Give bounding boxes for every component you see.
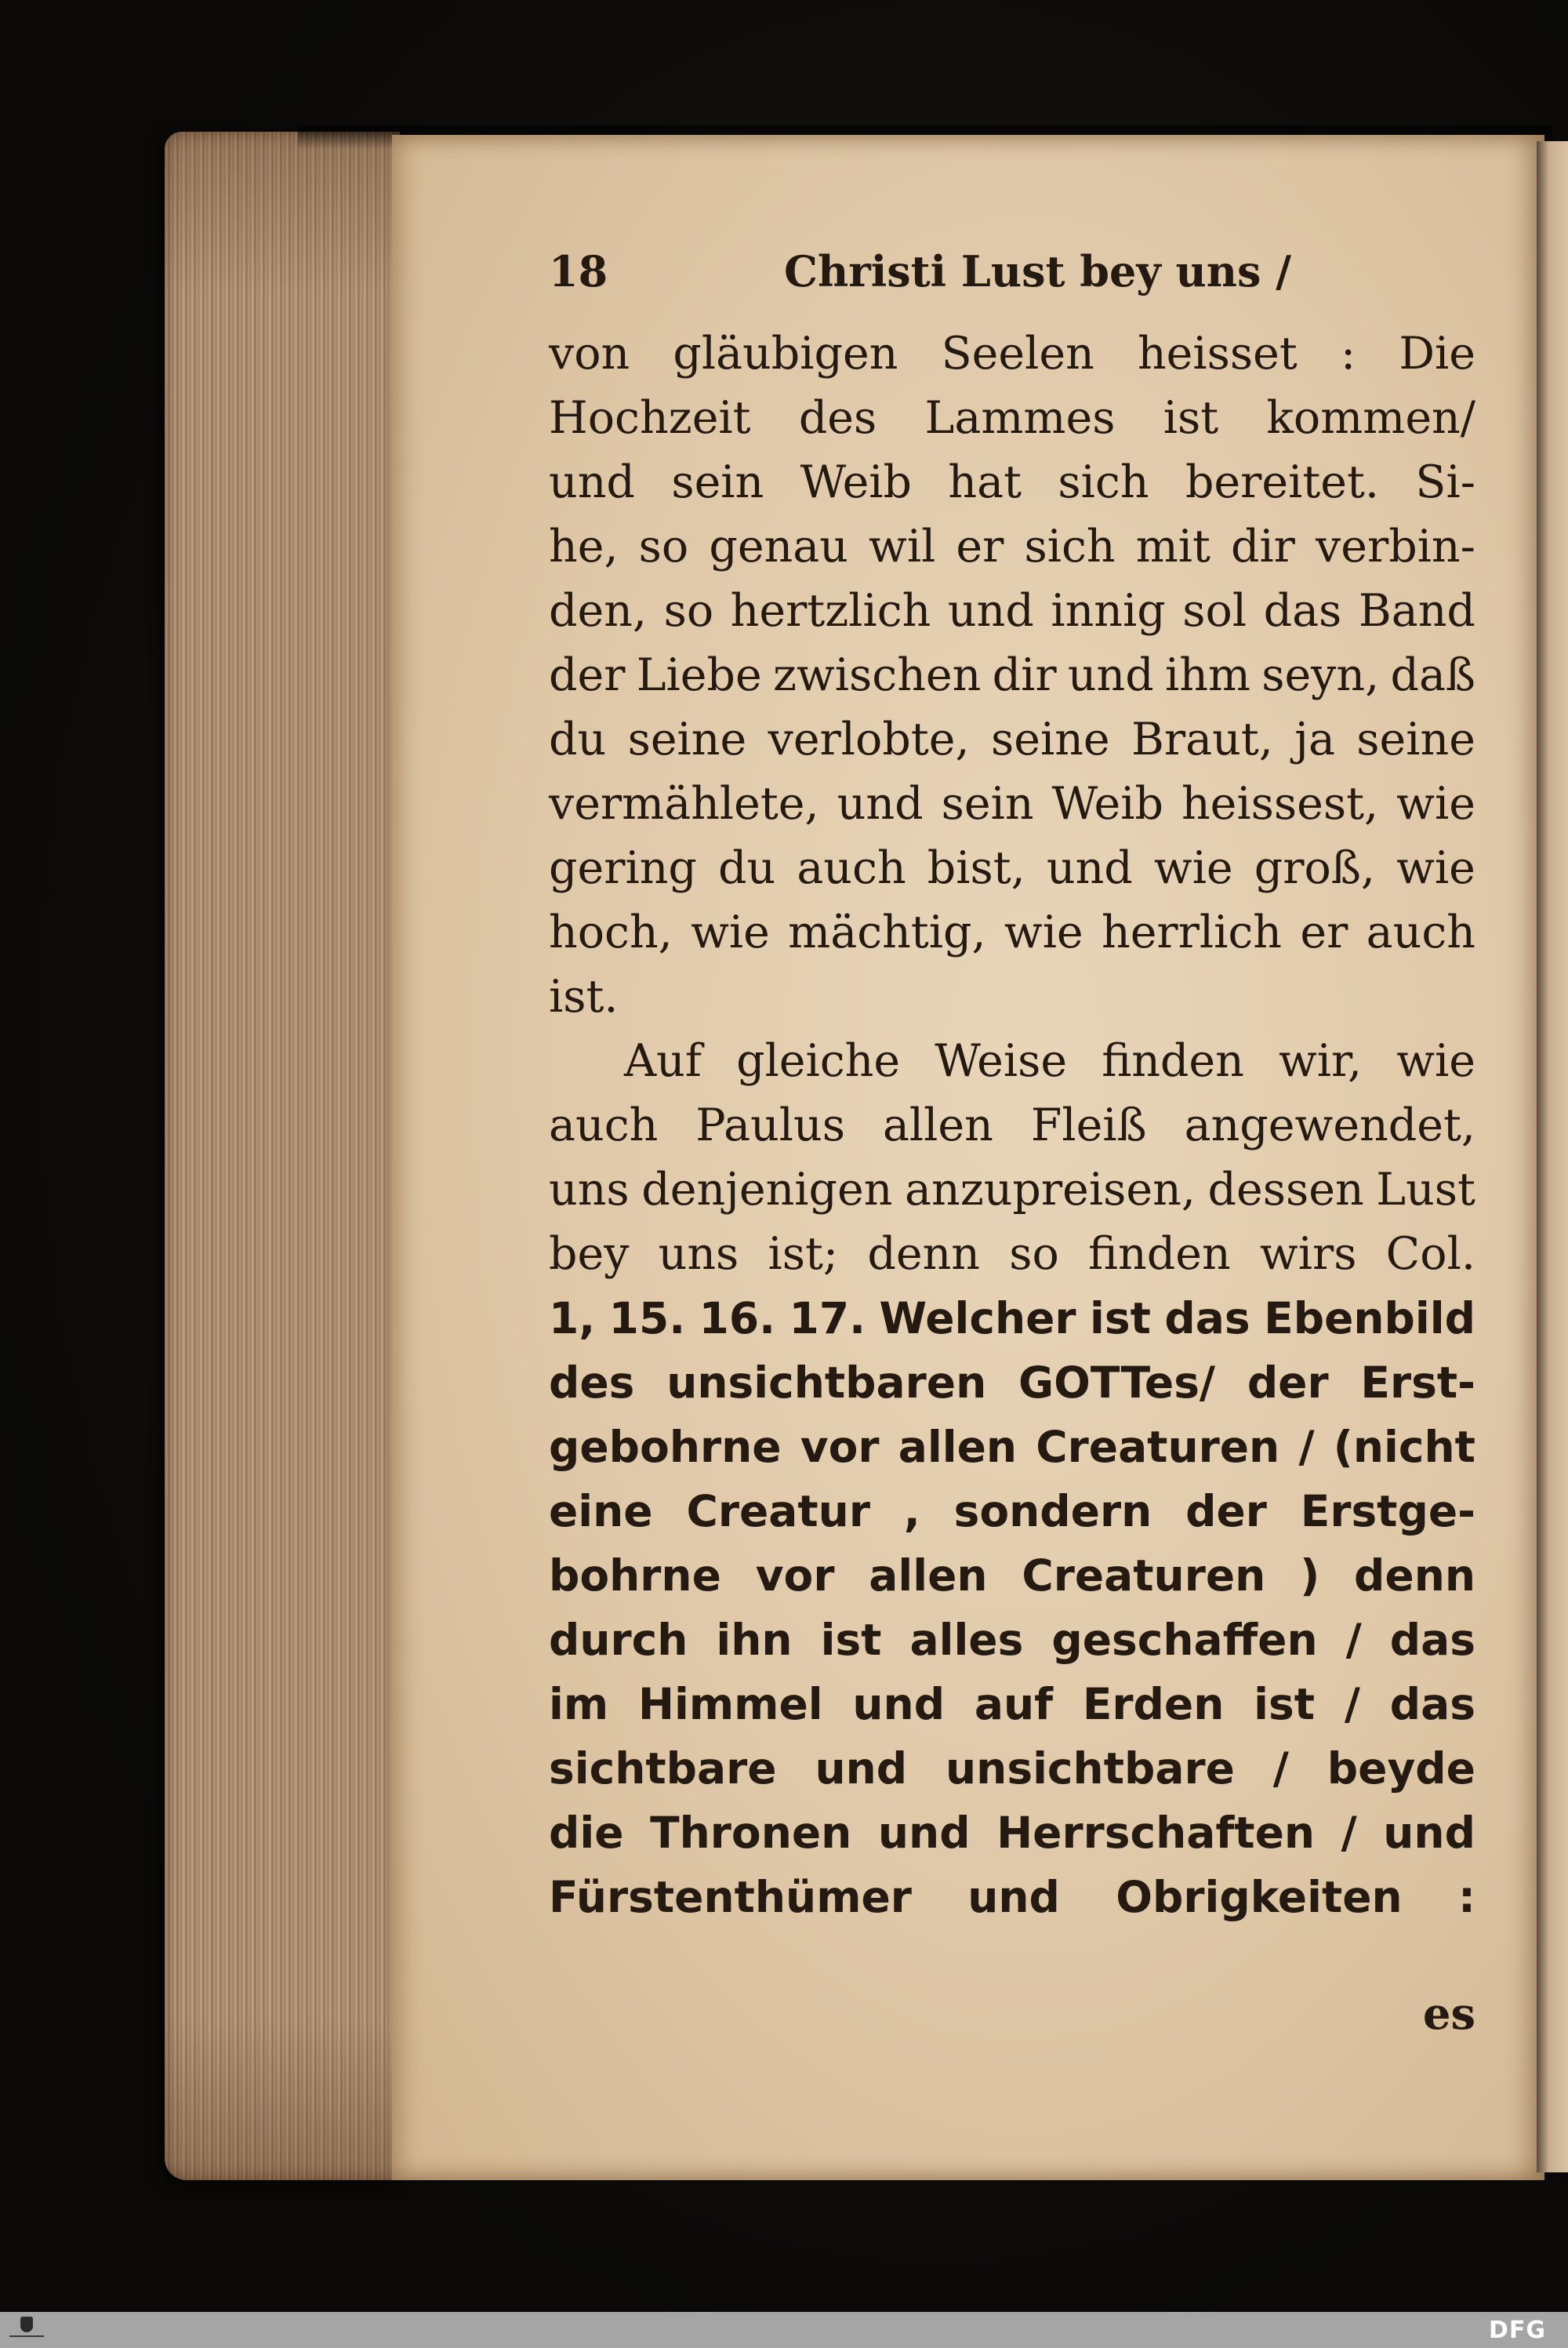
text-word: das: [1164, 1293, 1250, 1343]
text-word: angewendet,: [1184, 1099, 1475, 1151]
text-word: herrlich: [1101, 907, 1283, 958]
text-word: gebohrne: [549, 1422, 782, 1472]
text-word: sol: [1182, 585, 1247, 637]
text-line: [549, 900, 1475, 965]
text-word: und: [815, 1743, 908, 1794]
text-word: sein: [941, 778, 1034, 830]
text-word: eine: [549, 1486, 653, 1536]
text-word: 16.: [699, 1293, 776, 1343]
text-word: GOTTes/: [1018, 1358, 1216, 1408]
text-line: [549, 1029, 1475, 1093]
text-word: er: [1300, 907, 1348, 958]
text-word: (nicht: [1333, 1422, 1475, 1472]
text-word: beyde: [1327, 1743, 1475, 1794]
text-word: Lammes: [924, 392, 1116, 444]
text-word: genau: [709, 521, 848, 572]
text-word: :: [1458, 1872, 1475, 1922]
text-word: allen: [882, 1099, 993, 1151]
text-word: des: [798, 392, 877, 444]
text-word: verlobte,: [768, 714, 970, 765]
text-word: den,: [549, 585, 648, 637]
text-word: Erst-: [1360, 1358, 1475, 1408]
text-word: zwischen: [772, 649, 982, 701]
text-word: Lust: [1376, 1164, 1475, 1216]
text-word: Herrschaften: [996, 1808, 1316, 1858]
text-word: des: [549, 1358, 635, 1408]
text-word: he,: [549, 521, 619, 572]
text-word: Braut,: [1131, 714, 1273, 765]
text-word: Weib: [1051, 778, 1163, 830]
text-word: Col.: [1385, 1228, 1475, 1280]
text-word: alles: [909, 1615, 1024, 1665]
text-word: und: [967, 1872, 1060, 1922]
text-line: [549, 643, 1475, 707]
text-word: geschaffen: [1051, 1615, 1318, 1665]
text-word: und: [1383, 1808, 1475, 1858]
text-line: [549, 707, 1475, 772]
text-word: heissest,: [1181, 778, 1379, 830]
text-word: Obrigkeiten: [1116, 1872, 1403, 1922]
text-word: Weise: [935, 1035, 1068, 1087]
text-word: Creaturen: [1036, 1422, 1280, 1472]
text-word: die: [549, 1808, 624, 1858]
dfg-logo: DFG: [1488, 2317, 1546, 2344]
text-line: [549, 386, 1475, 450]
text-word: 1,: [549, 1293, 596, 1343]
text-word: groß,: [1254, 842, 1376, 894]
text-line: [549, 1608, 1475, 1672]
text-word: und: [1046, 842, 1133, 894]
text-word: das: [1389, 1615, 1475, 1665]
text-word: ist;: [768, 1228, 839, 1280]
text-word: wie: [1004, 907, 1083, 958]
text-word: unsichtbaren: [666, 1358, 987, 1408]
text-word: denn: [1354, 1550, 1475, 1601]
text-word: sich: [1058, 456, 1149, 508]
text-line: [549, 772, 1475, 836]
text-word: bey: [549, 1228, 630, 1280]
library-crest-icon: [9, 2315, 44, 2345]
text-word: finden: [1102, 1035, 1244, 1087]
text-line: [549, 322, 1475, 386]
text-line: [549, 514, 1475, 579]
text-word: im: [549, 1679, 609, 1729]
text-word: durch: [549, 1615, 688, 1665]
book-fore-edge: [165, 132, 400, 2180]
text-line: [549, 1801, 1475, 1865]
text-word: Erden: [1082, 1679, 1225, 1729]
text-word: Ebenbild: [1264, 1293, 1475, 1343]
text-word: gläubigen: [673, 328, 898, 380]
text-word: finden: [1088, 1228, 1231, 1280]
text-word: von: [549, 328, 630, 380]
text-word: :: [1340, 328, 1356, 380]
text-line: [549, 1479, 1475, 1543]
text-word: uns: [549, 1164, 630, 1216]
text-word: ): [1300, 1550, 1320, 1601]
text-word: Paulus: [695, 1099, 845, 1151]
facing-page-edge: [1537, 141, 1568, 2172]
text-word: sondern: [953, 1486, 1152, 1536]
text-word: ja: [1294, 714, 1335, 765]
text-word: und: [1067, 649, 1154, 701]
text-word: daß: [1390, 649, 1475, 701]
catchword: es: [1422, 1988, 1475, 2040]
running-head: Christi Lust bey uns /: [784, 246, 1291, 296]
text-word: hoch,: [549, 907, 673, 958]
text-word: Welcher: [879, 1293, 1076, 1343]
text-word: vor: [800, 1422, 880, 1472]
text-word: Himmel: [637, 1679, 823, 1729]
text-word: auch: [1366, 907, 1475, 958]
text-word: und: [837, 778, 924, 830]
text-word: ist.: [549, 971, 619, 1023]
text-word: Liebe: [636, 649, 762, 701]
text-word: innig: [1051, 585, 1166, 637]
text-word: wir,: [1278, 1035, 1363, 1087]
text-word: bist,: [927, 842, 1025, 894]
text-word: /: [1344, 1679, 1360, 1729]
text-word: der: [1185, 1486, 1267, 1536]
text-word: wirs: [1259, 1228, 1357, 1280]
page-header: [549, 235, 1475, 322]
text-word: du: [549, 714, 607, 765]
text-word: /: [1272, 1743, 1289, 1794]
text-line: [549, 1350, 1475, 1415]
text-line: [549, 1543, 1475, 1608]
text-word: wie: [1153, 842, 1233, 894]
text-word: sichtbare: [549, 1743, 777, 1794]
text-word: allen: [898, 1422, 1018, 1472]
text-word: er: [956, 521, 1004, 572]
text-word: gleiche: [736, 1035, 901, 1087]
text-word: Fleiß: [1030, 1099, 1147, 1151]
text-line: [549, 579, 1475, 643]
text-word: dir: [1230, 521, 1295, 572]
text-word: und: [852, 1679, 946, 1729]
text-word: /: [1298, 1422, 1315, 1472]
text-word: Thronen: [650, 1808, 852, 1858]
text-word: dessen: [1207, 1164, 1364, 1216]
text-word: kommen/: [1266, 392, 1475, 444]
text-word: ist: [1163, 392, 1219, 444]
text-line: [549, 1736, 1475, 1801]
text-word: so: [638, 521, 689, 572]
text-line: [549, 836, 1475, 900]
text-word: ,: [903, 1486, 920, 1536]
text-word: wil: [869, 521, 936, 572]
text-word: /: [1345, 1615, 1362, 1665]
text-word: allen: [869, 1550, 988, 1601]
text-word: und: [877, 1808, 971, 1858]
text-word: mächtig,: [788, 907, 986, 958]
text-line: [549, 450, 1475, 514]
text-word: so: [663, 585, 714, 637]
text-word: Si-: [1415, 456, 1475, 508]
text-word: Band: [1358, 585, 1475, 637]
text-word: Creatur: [686, 1486, 870, 1536]
text-line: [549, 1093, 1475, 1158]
text-word: Fürstenthümer: [549, 1872, 912, 1922]
text-line: [549, 965, 1475, 1029]
text-word: denn: [867, 1228, 981, 1280]
text-word: anzupreisen,: [905, 1164, 1196, 1216]
text-word: und: [549, 456, 635, 508]
text-word: Creaturen: [1022, 1550, 1266, 1601]
text-word: vor: [755, 1550, 835, 1601]
text-word: wie: [1396, 842, 1475, 894]
text-word: wie: [1396, 1035, 1475, 1087]
viewer-footer-bar: [0, 2312, 1568, 2348]
text-word: hertzlich: [730, 585, 931, 637]
text-word: ist: [1254, 1679, 1316, 1729]
text-word: Weib: [800, 456, 913, 508]
page-number: 18: [549, 246, 608, 296]
text-word: vermählete,: [549, 778, 819, 830]
text-word: auch: [797, 842, 906, 894]
text-word: seine: [1356, 714, 1475, 765]
text-word: bohrne: [549, 1550, 721, 1601]
text-word: das: [1263, 585, 1342, 637]
text-word: und: [947, 585, 1034, 637]
text-word: sein: [671, 456, 764, 508]
text-word: heisset: [1137, 328, 1298, 380]
text-word: Seelen: [941, 328, 1094, 380]
body-text: [549, 322, 1475, 1929]
text-word: Hochzeit: [549, 392, 751, 444]
text-line: [549, 1415, 1475, 1479]
text-word: 17.: [789, 1293, 866, 1343]
text-word: uns: [658, 1228, 739, 1280]
text-line: [549, 1222, 1475, 1286]
text-line: [549, 1286, 1475, 1350]
text-line: [549, 1672, 1475, 1736]
text-word: der: [549, 649, 626, 701]
page-text-block: [549, 235, 1475, 2040]
text-word: ihm: [1164, 649, 1250, 701]
text-word: mit: [1135, 521, 1210, 572]
text-word: so: [1009, 1228, 1059, 1280]
text-word: seine: [990, 714, 1110, 765]
text-word: das: [1389, 1679, 1475, 1729]
text-word: verbin-: [1316, 521, 1475, 572]
text-word: auch: [549, 1099, 659, 1151]
text-word: auf: [974, 1679, 1054, 1729]
text-line: [549, 1865, 1475, 1929]
text-word: /: [1341, 1808, 1357, 1858]
text-word: der: [1247, 1358, 1329, 1408]
text-word: gering: [549, 842, 697, 894]
text-word: bereitet.: [1185, 456, 1380, 508]
text-word: dir: [992, 649, 1057, 701]
text-word: seine: [627, 714, 747, 765]
text-word: Erstge-: [1300, 1486, 1475, 1536]
text-word: Auf: [624, 1035, 702, 1087]
text-line: [549, 1158, 1475, 1222]
text-word: 15.: [608, 1293, 686, 1343]
text-word: Die: [1399, 328, 1475, 380]
text-word: hat: [948, 456, 1022, 508]
text-word: denjenigen: [641, 1164, 893, 1216]
text-word: du: [718, 842, 776, 894]
text-word: ist: [1090, 1293, 1151, 1343]
text-word: seyn,: [1261, 649, 1380, 701]
text-word: sich: [1024, 521, 1116, 572]
text-word: unsichtbare: [946, 1743, 1235, 1794]
text-word: ist: [820, 1615, 882, 1665]
text-word: wie: [691, 907, 770, 958]
text-word: ihn: [716, 1615, 793, 1665]
text-word: wie: [1396, 778, 1475, 830]
